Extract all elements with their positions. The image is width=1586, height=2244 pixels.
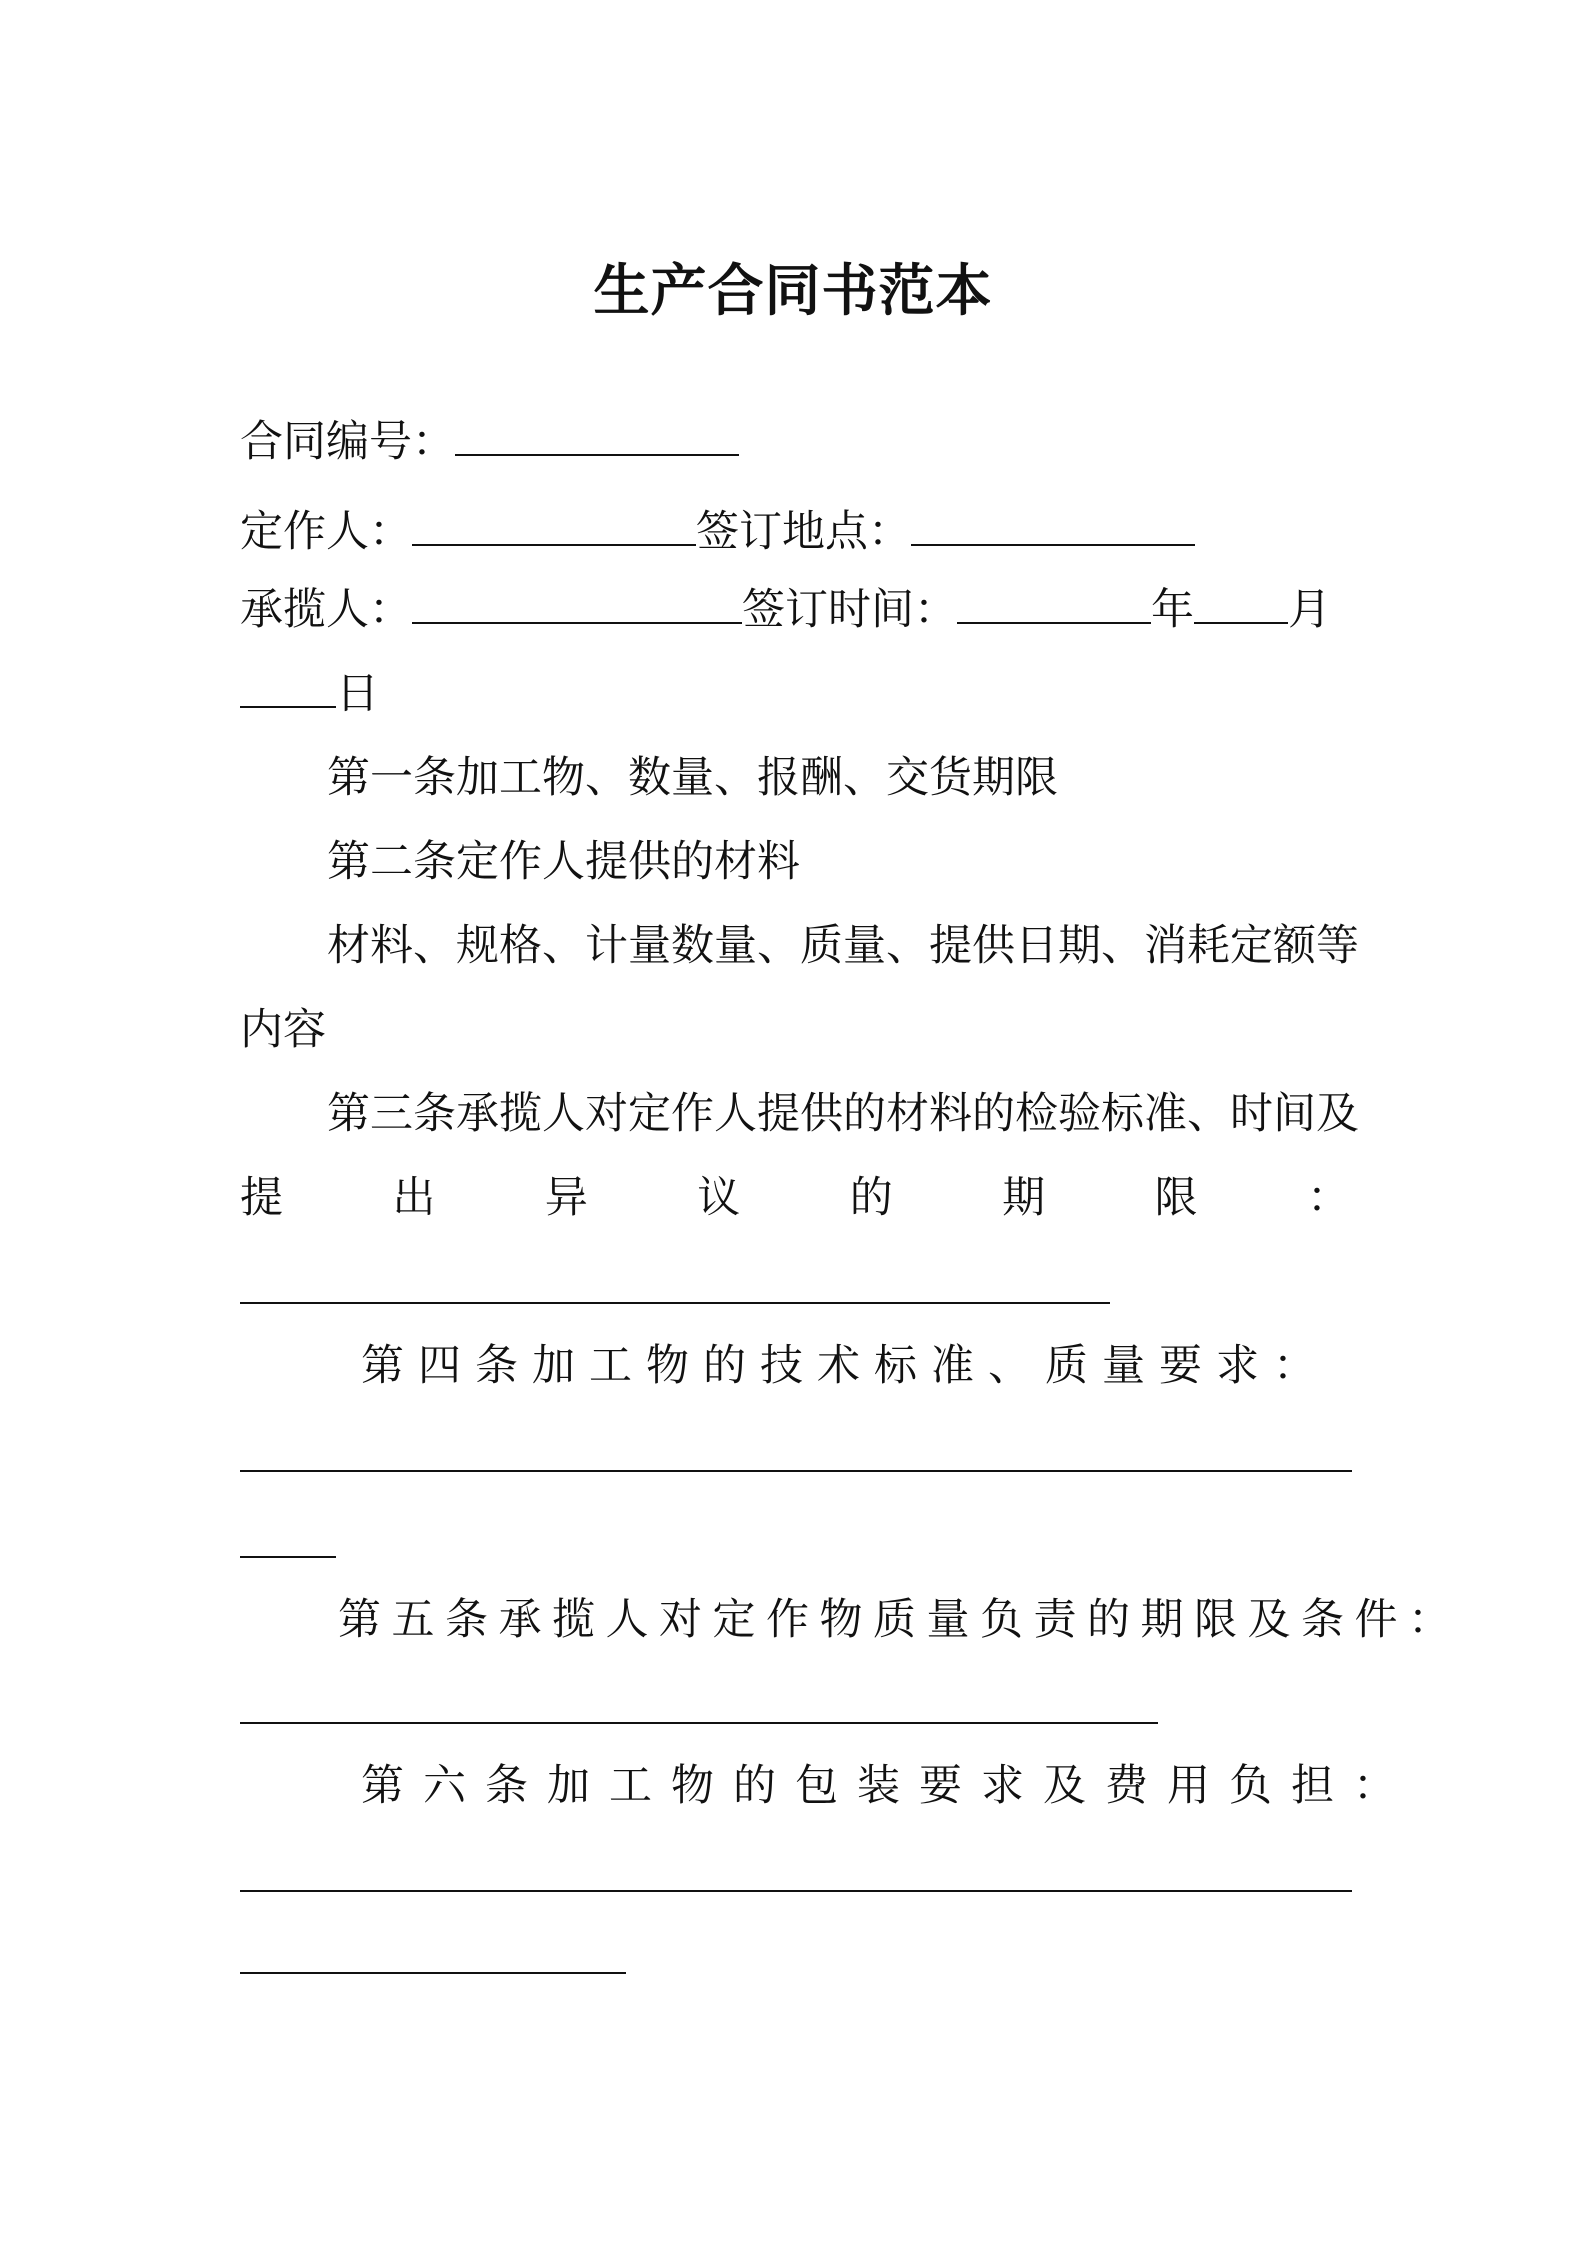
article-2-detail-cont: 内容 [240, 1005, 326, 1055]
article-3-blank[interactable] [240, 1302, 1110, 1304]
day-blank[interactable] [240, 694, 336, 708]
document-title: 生产合同书范本 [593, 259, 993, 324]
contract-number-blank[interactable] [455, 442, 739, 456]
article-3-justified-line [240, 1168, 1350, 1228]
article-3-char: 期 [1002, 1173, 1046, 1223]
article-5-blank[interactable] [240, 1722, 1158, 1724]
contractor-blank[interactable] [412, 610, 742, 624]
article-1: 第一条加工物、数量、报酬、交货期限 [327, 753, 1058, 803]
day-line [240, 664, 379, 724]
sign-place-label: 签订地点： [696, 507, 911, 557]
sign-place-blank[interactable] [911, 532, 1195, 546]
sign-time-label: 签订时间： [742, 585, 957, 635]
article-6-blank-cont[interactable] [240, 1972, 626, 1974]
contractor-line [240, 580, 1331, 640]
article-2: 第二条定作人提供的材料 [327, 837, 800, 887]
article-5: 第五条承揽人对定作物质量负责的期限及条件： [338, 1595, 1462, 1645]
article-2-detail: 材料、规格、计量数量、质量、提供日期、消耗定额等 [327, 921, 1359, 971]
orderer-label: 定作人： [240, 507, 412, 557]
article-6-blank[interactable] [240, 1890, 1352, 1892]
article-4-blank-cont[interactable] [240, 1556, 336, 1558]
orderer-blank[interactable] [412, 532, 696, 546]
article-3-char: 限 [1154, 1173, 1198, 1223]
article-4-blank[interactable] [240, 1470, 1352, 1472]
article-3-char: 议 [697, 1173, 741, 1223]
article-3-char: 异 [544, 1173, 588, 1223]
contract-number-line [240, 412, 739, 472]
article-3-char: ： [1306, 1173, 1350, 1223]
day-label: 日 [336, 669, 379, 719]
article-3-char: 提 [240, 1173, 283, 1223]
contractor-label: 承揽人： [240, 585, 412, 635]
month-blank[interactable] [1194, 610, 1288, 624]
contract-number-label: 合同编号： [240, 417, 455, 467]
year-blank[interactable] [957, 610, 1151, 624]
article-3: 第三条承揽人对定作人提供的材料的检验标准、时间及 [327, 1089, 1359, 1139]
article-4: 第四条加工物的技术标准、质量要求： [361, 1341, 1330, 1391]
article-3-char: 的 [849, 1173, 893, 1223]
article-3-char: 出 [392, 1173, 436, 1223]
month-label: 月 [1288, 585, 1331, 635]
orderer-line [240, 502, 1195, 562]
article-6: 第六条加工物的包装要求及费用负担： [361, 1761, 1415, 1811]
year-label: 年 [1151, 585, 1194, 635]
